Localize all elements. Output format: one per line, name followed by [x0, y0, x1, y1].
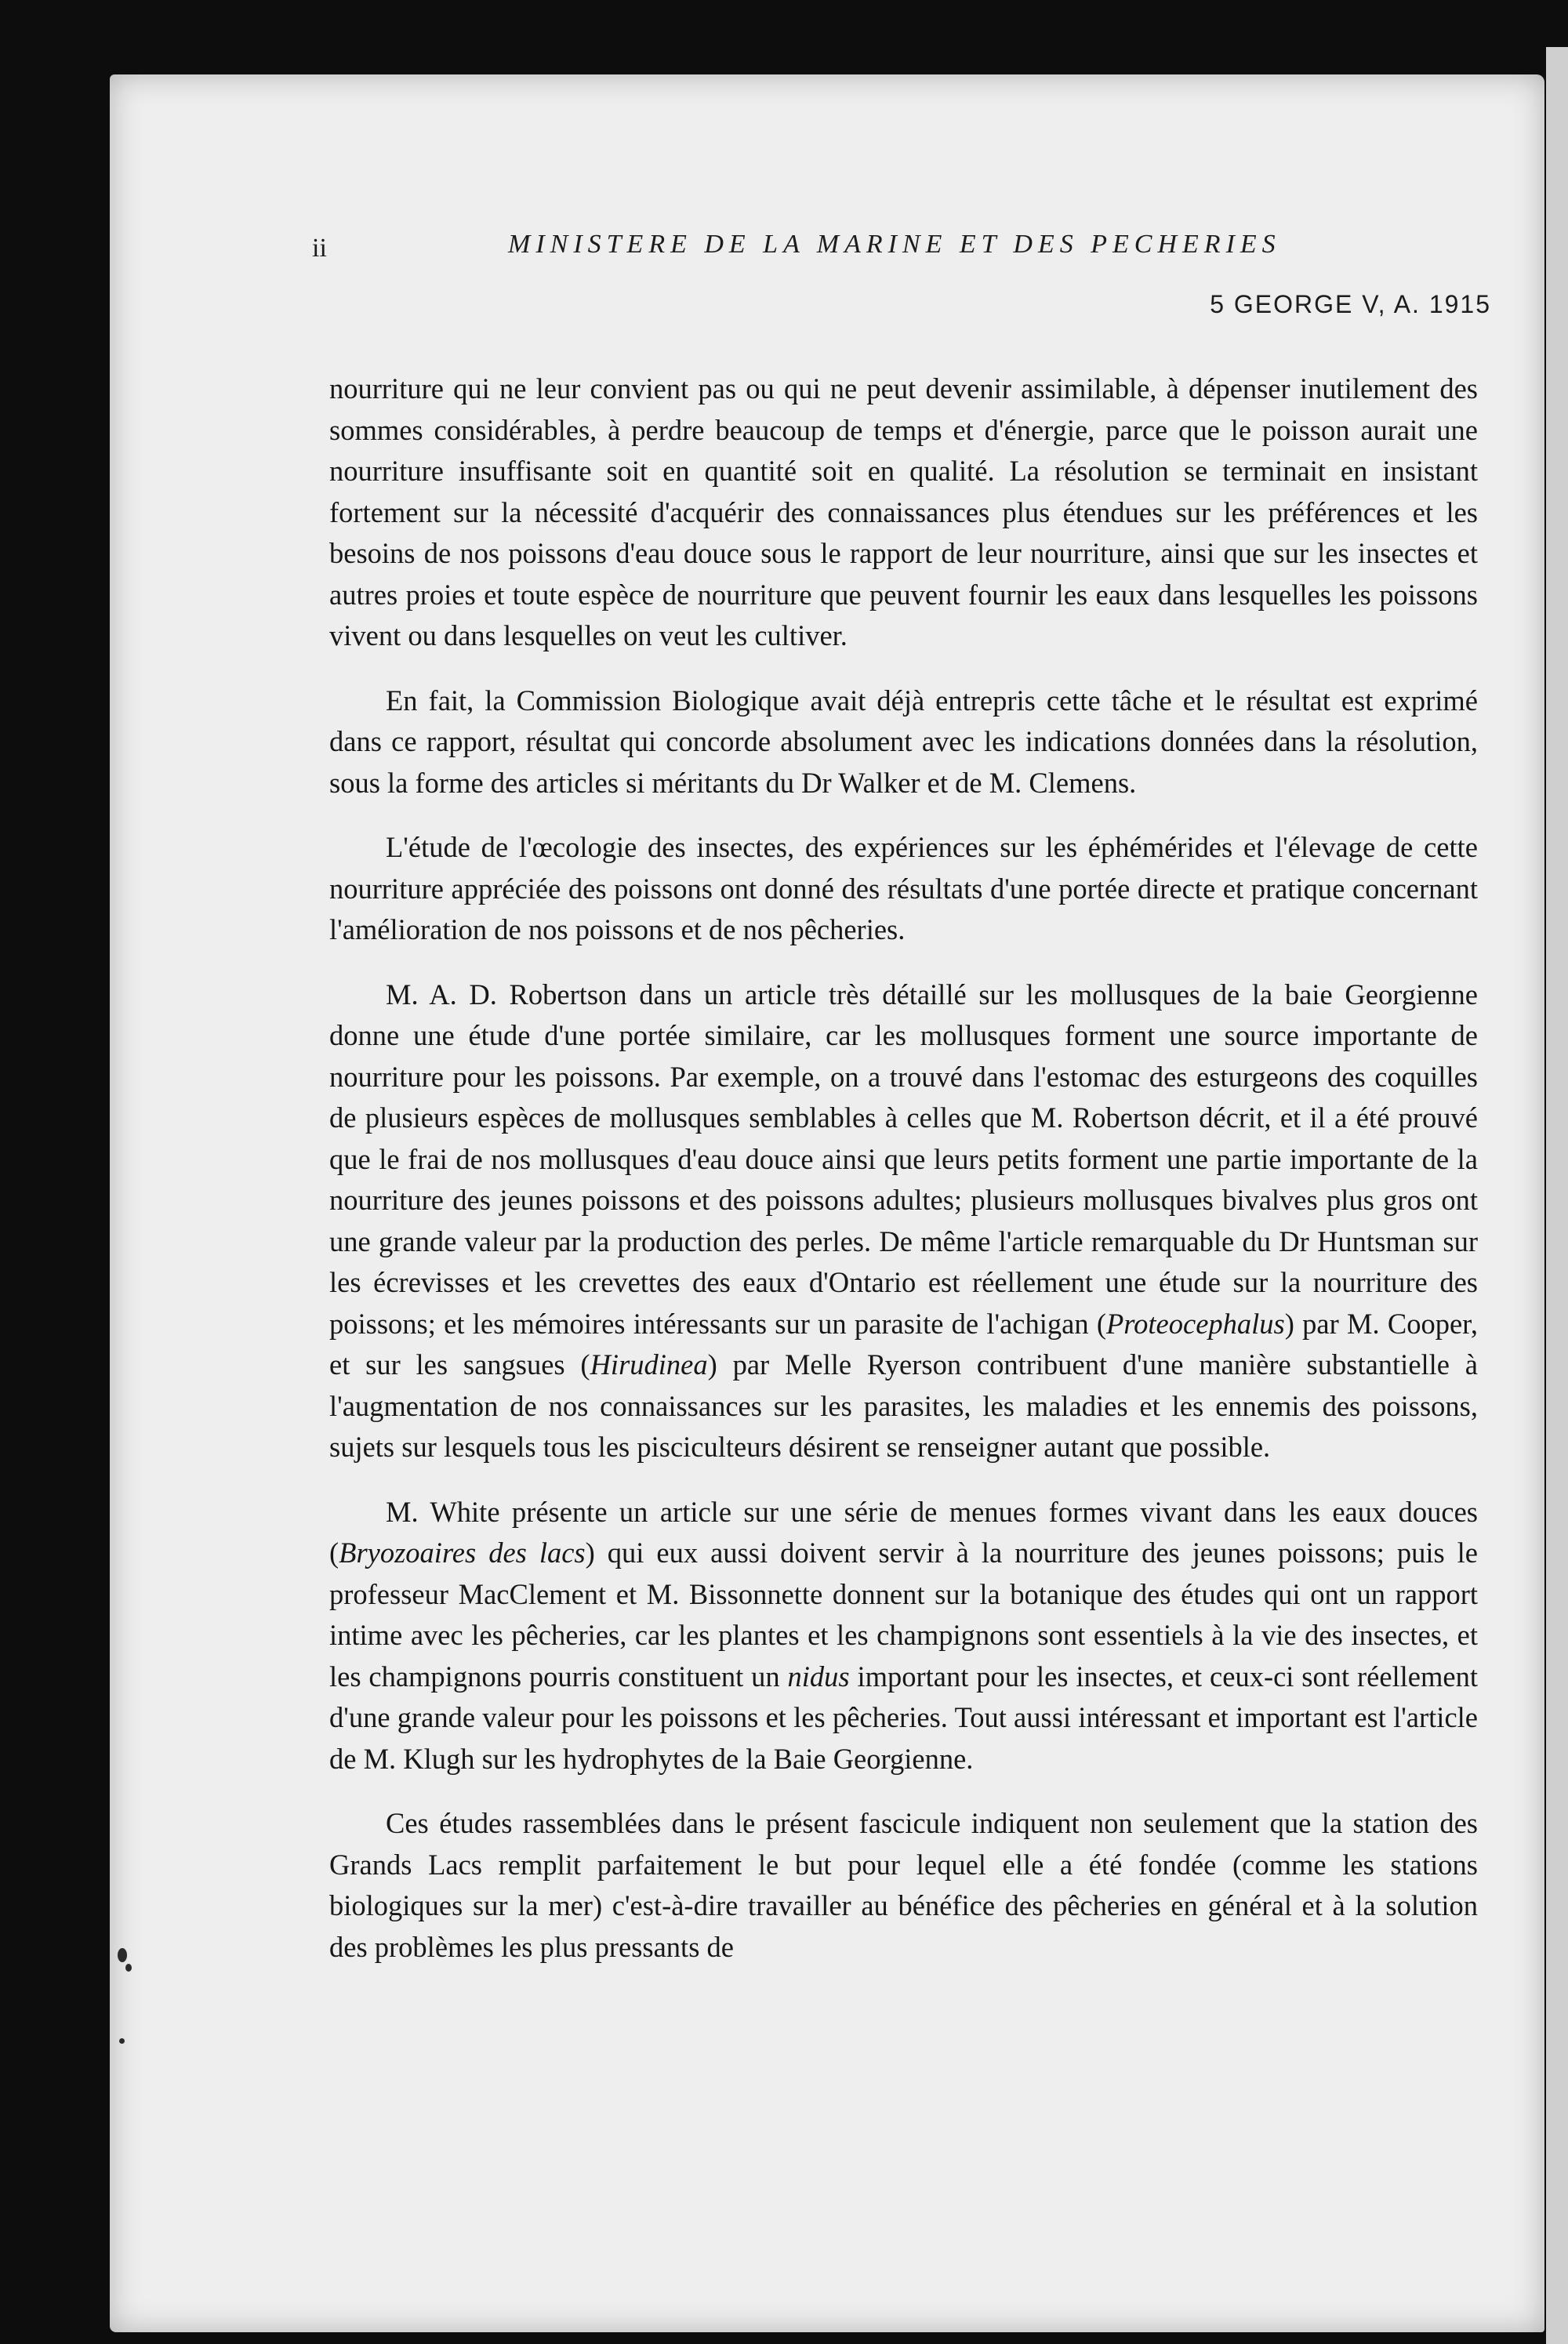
scan-speck [119, 2038, 125, 2044]
paragraph [329, 368, 1478, 657]
text-run: ) qui eux aussi doivent servir à la nourriture des jeunes poissons; puis le professeur MacClement et M. Bissonnette donnent sur la botanique des études qui ont un rapport intime avec les pêcheries, car les plantes et les champignons sont essentiels à la vie des insectes, et les champignons pourris constituent un [329, 1537, 1478, 1693]
scan-speck [125, 1964, 132, 1972]
text-run: En fait, la Commission Biologique avait déjà entrepris cette tâche et le résultat est exprimé dans ce rapport, résultat qui concorde absolument avec les indications données dans la résolution, sous la forme des articles si méritants du Dr Walker et de M. Clemens. [329, 684, 1478, 799]
session-reference: 5 GEORGE V, A. 1915 [1210, 290, 1491, 318]
italic-term: nidus [787, 1660, 850, 1693]
text-run: Ces études rassemblées dans le présent fascicule indiquent non seulement que la station des Grands Lacs remplit parfaitement le but pour lequel elle a été fondée (comme les stations biologiques sur la mer) c'est-à-dire travailler au bénéfice des pêcheries en général et à la solution des problèmes les plus pressants de [329, 1807, 1478, 1963]
text-run: L'étude de l'œcologie des insectes, des expériences sur les éphémérides et l'élevage de cette nourriture appréciée des poissons ont donné des résultats d'une portée directe et pratique concernant l'amélioration de nos poissons et de nos pêcheries. [329, 831, 1478, 945]
paragraph [329, 1492, 1478, 1780]
text-run: nourriture qui ne leur convient pas ou qui ne peut devenir assimilable, à dépenser inutilement des sommes considérables, à perdre beaucoup de temps et d'énergie, parce que le poisson aurait une nourriture insuffisante soit en quantité soit en qualité. La résolution se terminait en insistant fortement sur la nécessité d'acquérir des connaissances plus étendues sur les préférences et les besoins de nos poissons d'eau douce sous le rapport de leur nourriture, ainsi que sur les insectes et autres proies et toute espèce de nourriture que peuvent fournir les eaux dans lesquelles les poissons vivent ou dans lesquelles on veut les cultiver. [329, 372, 1478, 651]
running-title: MINISTERE DE LA MARINE ET DES PECHERIES [508, 230, 1281, 259]
text-run: M. A. D. Robertson dans un article très détaillé sur les mollusques de la baie Georgienne donne une étude d'une portée similaire, car les mollusques forment une source importante de nourriture pour les poissons. Par exemple, on a trouvé dans l'estomac des esturgeons des coquilles de plusieurs espèces de mollusques semblables à celles que M. Robertson décrit, et il a été prouvé que le frai de nos mollusques d'eau douce ainsi que leurs petits forment une partie importante de la nourriture des jeunes poissons et des poissons adultes; plusieurs mollusques bivalves plus gros ont une grande valeur par la production des perles. De même l'article remarquable du Dr Huntsman sur les écrevisses et les crevettes des eaux d'Ontario est réellement une étude sur la nourriture des poissons; et les mémoires intéressants sur un parasite de l'achigan ( [329, 978, 1478, 1340]
text-run: ) par M. Cooper, et sur les sangsues ( [329, 1307, 1478, 1381]
page-number: ii [312, 234, 327, 263]
paragraph [329, 680, 1478, 804]
italic-term: Bryozoaires des lacs [339, 1537, 586, 1569]
paragraph [329, 1803, 1478, 1968]
text-run: ) par Melle Ryerson contribuent d'une manière substantielle à l'augmentation de nos connaissances sur les parasites, les maladies et les ennemis des poissons, sujets sur lesquels tous les pisciculteurs désirent se renseigner autant que possible. [329, 1348, 1478, 1463]
text-run: important pour les insectes, et ceux-ci sont réellement d'une grande valeur pour les poissons et les pêcheries. Tout aussi intéressant et important est l'article de M. Klugh sur les hydrophytes de la Baie Georgienne. [329, 1660, 1478, 1775]
body-text [329, 368, 1478, 1991]
italic-term: Hirudinea [590, 1348, 708, 1381]
text-run: M. White présente un article sur une série de menues formes vivant dans les eaux douces ( [329, 1495, 1478, 1569]
scan-speck [118, 1948, 127, 1962]
paragraph [329, 974, 1478, 1468]
paragraph [329, 827, 1478, 951]
scan-edge [1546, 47, 1568, 2344]
italic-term: Proteocephalus [1106, 1307, 1285, 1340]
